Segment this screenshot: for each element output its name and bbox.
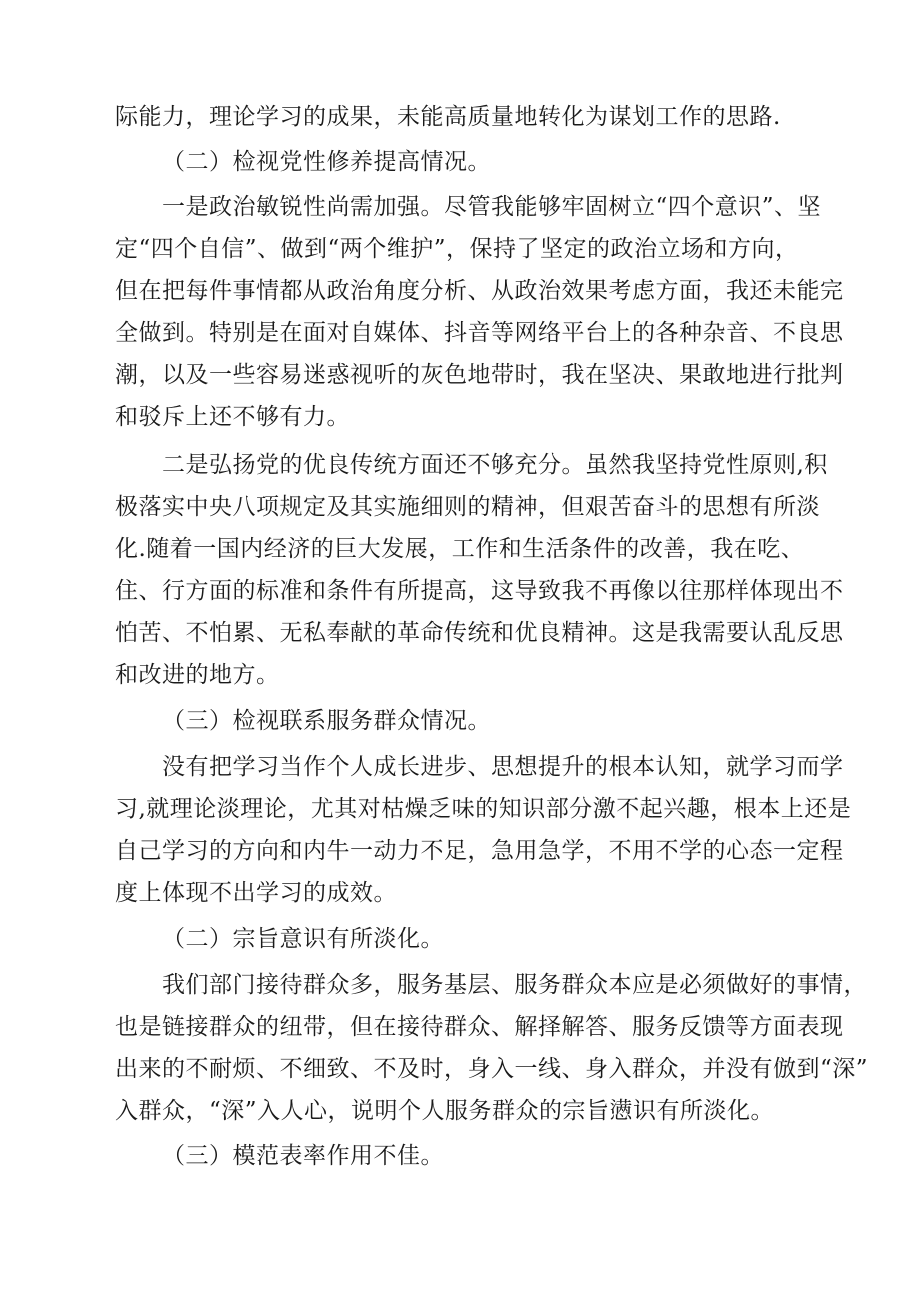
text-line bbox=[115, 878, 397, 908]
text-line bbox=[115, 102, 781, 132]
line-text: 化.随着一国内经济的巨大发展，工作和生活条件的改善，我在吃、 bbox=[115, 536, 805, 562]
line-text: 自己学习的方向和内牛一动力不足，急用急学，不用不学的心态一定程 bbox=[115, 838, 844, 864]
section-heading bbox=[162, 147, 491, 177]
line-text: 怕苦、不怕累、无私奉献的革命传统和优良精神。这是我需要认乱反思 bbox=[115, 620, 844, 646]
line-text: 一是政治敏锐性尚需加强。尽管我能够牢固树立“四个意识”、坚 bbox=[162, 194, 822, 220]
text-line bbox=[115, 576, 844, 606]
line-text: 但在把每件事情都从政治角度分析、从政治效果考虑方面，我还未能完 bbox=[115, 278, 844, 304]
line-text: 没有把学习当作个人成长进步、思想提升的根本认知，就学习而学 bbox=[162, 754, 844, 780]
line-text: 二是弘扬党的优良传统方面还不够充分。虽然我坚持党性原则,积 bbox=[162, 452, 828, 478]
text-line bbox=[162, 970, 867, 1000]
text-line bbox=[162, 450, 828, 480]
line-text: 和驳斥上还不够有力。 bbox=[115, 404, 350, 430]
line-text: （三）模范表率作用不佳。 bbox=[162, 1143, 444, 1169]
text-line bbox=[115, 402, 350, 432]
line-text: 住、行方面的标准和条件有所提高，这导致我不再像以往那样体现出不 bbox=[115, 578, 844, 604]
text-line bbox=[115, 618, 844, 648]
section-heading bbox=[162, 924, 444, 954]
line-text: （二）宗旨意识有所淡化。 bbox=[162, 926, 444, 952]
text-line bbox=[115, 1012, 844, 1042]
line-text: 我们部门接待群众多，服务基层、服务群众本应是必须做好的事情， bbox=[162, 972, 867, 998]
text-line bbox=[115, 1054, 868, 1084]
text-line bbox=[115, 318, 844, 348]
text-line bbox=[115, 492, 820, 522]
text-line bbox=[162, 752, 844, 782]
text-line bbox=[115, 836, 844, 866]
line-text: 度上体现不出学习的成效。 bbox=[115, 880, 397, 906]
line-text: 也是链接群众的纽带，但在接待群众、解择解答、服务反馈等方面表现 bbox=[115, 1014, 844, 1040]
line-text: 入群众，“深”入人心，说明个人服务群众的宗旨懑识有所淡化。 bbox=[115, 1098, 775, 1124]
line-text: 出来的不耐烦、不细致、不及时，身入一线、身入群众，并没有倣到“深” bbox=[115, 1056, 869, 1082]
section-heading bbox=[162, 706, 491, 736]
line-text: 和改进的地方。 bbox=[115, 662, 280, 688]
line-text: （三）检视联系服务群众情况。 bbox=[162, 708, 491, 734]
line-text: 潮，以及一些容易迷惑视听的灰色地带时，我在坚决、果敢地进行批判 bbox=[115, 362, 844, 388]
text-line bbox=[115, 534, 804, 564]
text-line bbox=[115, 360, 844, 390]
section-heading bbox=[162, 1141, 444, 1171]
line-text: 际能力，理论学习的成果，未能高质量地转化为谋划工作的思路. bbox=[115, 104, 781, 130]
line-text: （二）检视党性修养提高情况。 bbox=[162, 149, 491, 175]
text-line bbox=[162, 192, 821, 222]
text-line bbox=[115, 660, 280, 690]
text-line bbox=[115, 1096, 774, 1126]
line-text: 极落实中央八项规定及其实施细则的精神，但艰苦奋斗的思想有所淡 bbox=[115, 494, 820, 520]
text-line bbox=[115, 276, 844, 306]
text-line bbox=[115, 794, 851, 824]
line-text: 习,就理论淡理论，尤其对枯燥乏味的知识部分激不起兴趣，根本上还是 bbox=[115, 796, 852, 822]
line-text: 全做到。特别是在面对自媒体、抖音等网络平台上的各种杂音、不良思 bbox=[115, 320, 844, 346]
text-line bbox=[115, 234, 799, 264]
line-text: 定“四个自信”、做到“两个维护”，保持了坚定的政治立场和方向， bbox=[115, 236, 799, 262]
